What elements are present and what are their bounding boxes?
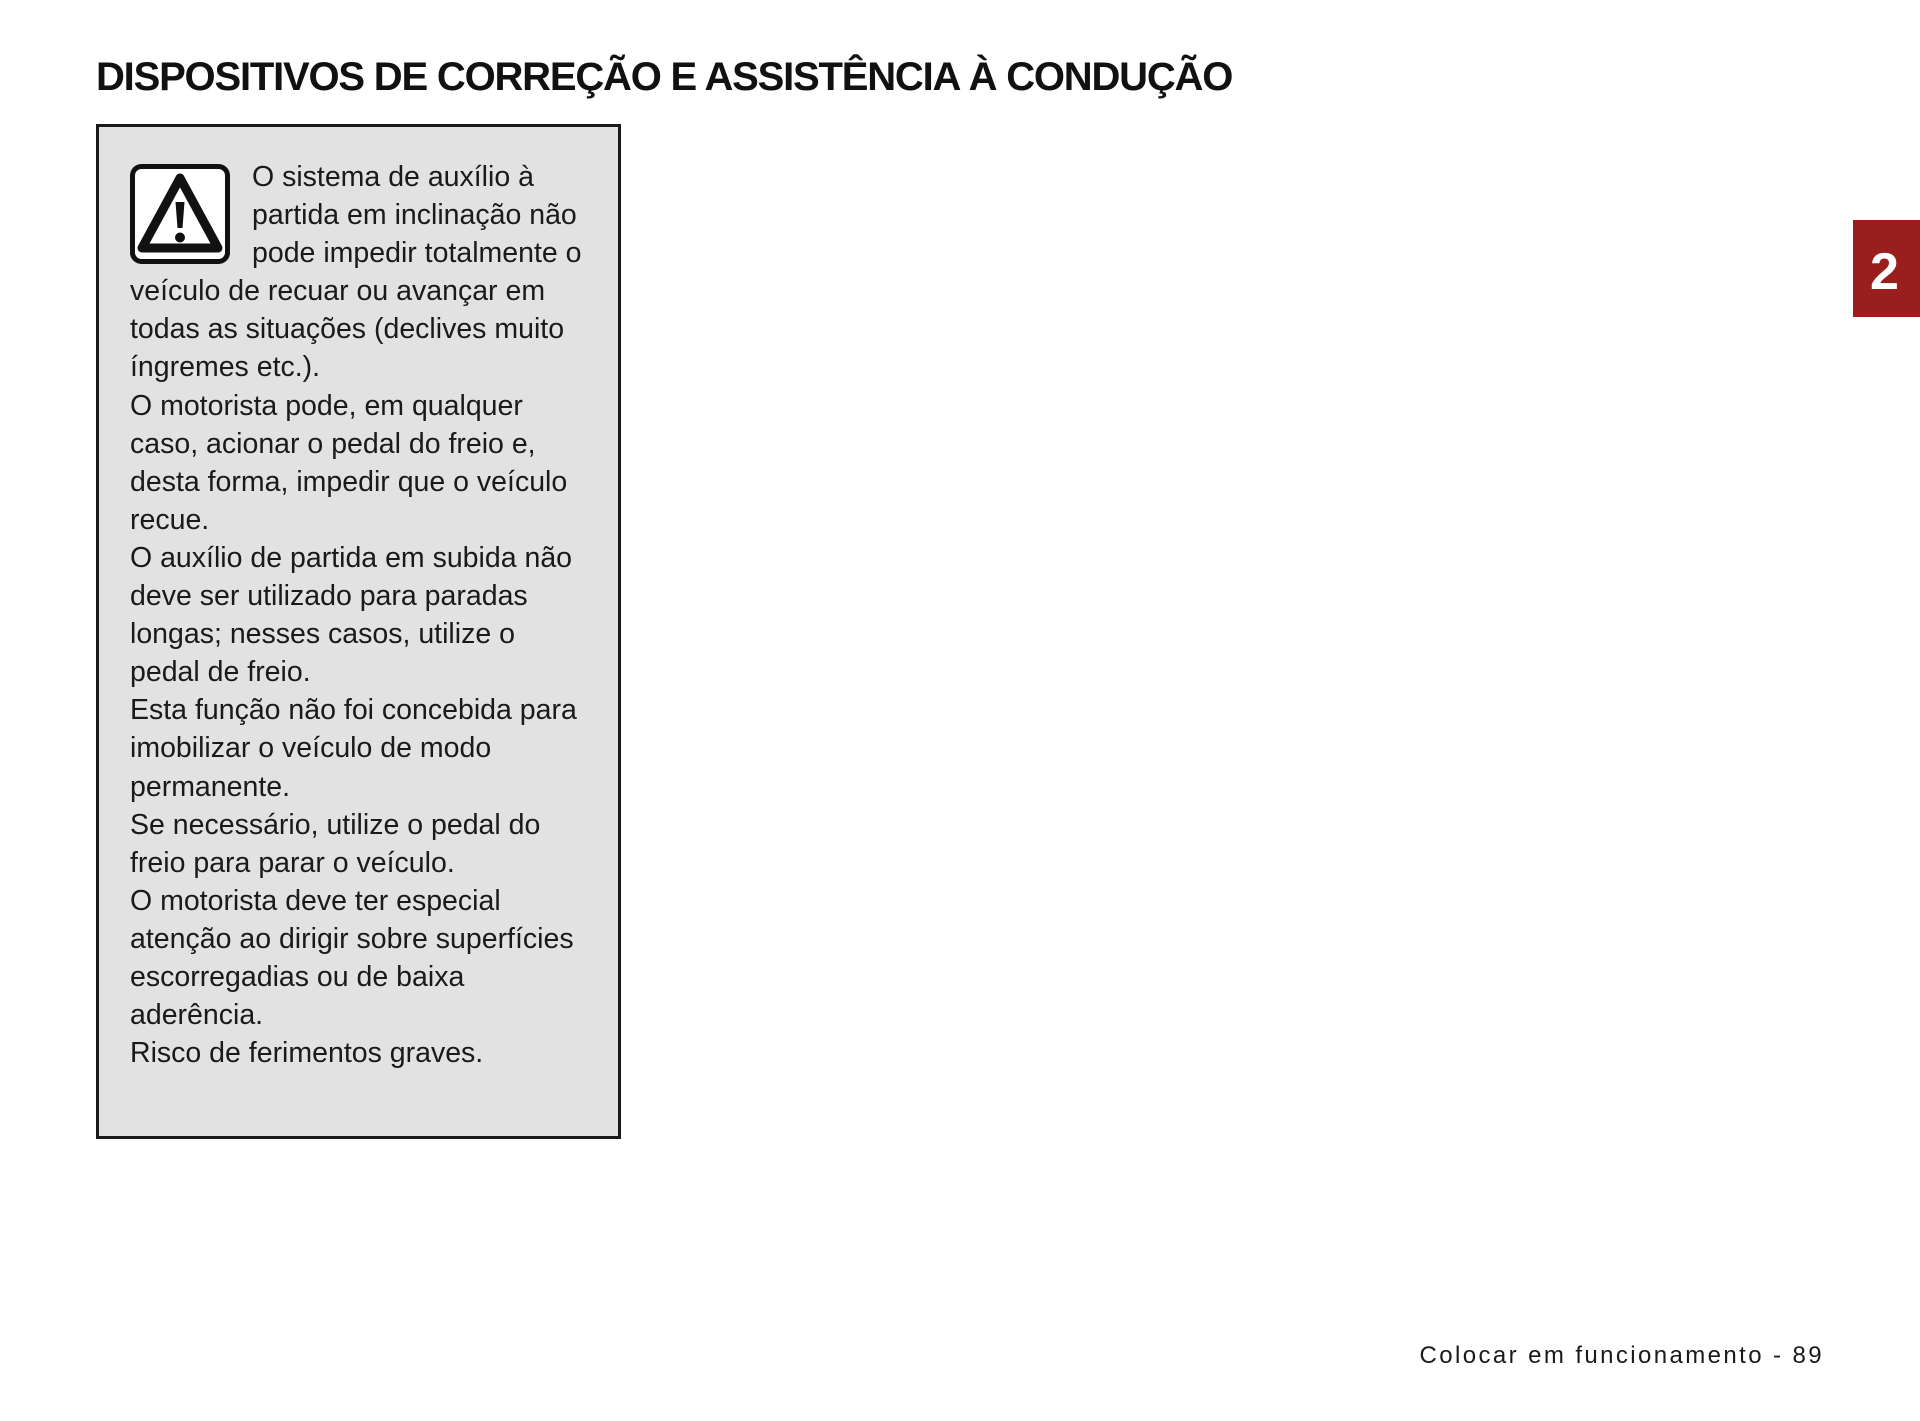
- warning-paragraph: O auxílio de partida em subida não deve ser utilizado para paradas longas; nesses casos, utilize o pedal de freio.: [130, 541, 573, 689]
- page-title: DISPOSITIVOS DE CORREÇÃO E ASSISTÊNCIA À CONDUÇÃO: [96, 55, 1233, 99]
- warning-triangle-icon: [130, 164, 230, 264]
- warning-paragraph: O motorista pode, em qualquer caso, acionar o pedal do freio e, desta forma, impedir que o veículo recue.: [130, 389, 568, 536]
- warning-paragraph: O sistema de auxílio à partida em inclinação não pode impedir totalmente o veículo de recuar ou avançar em todas as situações (declives muito íngremes etc.).: [130, 161, 582, 384]
- page-footer: Colocar em funcionamento - 89: [1419, 1342, 1824, 1369]
- warning-paragraph: O motorista deve ter especial atenção ao dirigir sobre superfícies escorregadias ou de baixa aderência.: [130, 884, 574, 1032]
- warning-box: [96, 124, 621, 1139]
- chapter-tab: 2: [1853, 220, 1920, 317]
- warning-paragraph: Risco de ferimentos graves.: [130, 1037, 484, 1070]
- warning-paragraph: Se necessário, utilize o pedal do freio para parar o veículo.: [130, 808, 541, 879]
- warning-text: [130, 158, 584, 1072]
- warning-paragraph: Esta função não foi concebida para imobilizar o veículo de modo permanente.: [130, 694, 577, 803]
